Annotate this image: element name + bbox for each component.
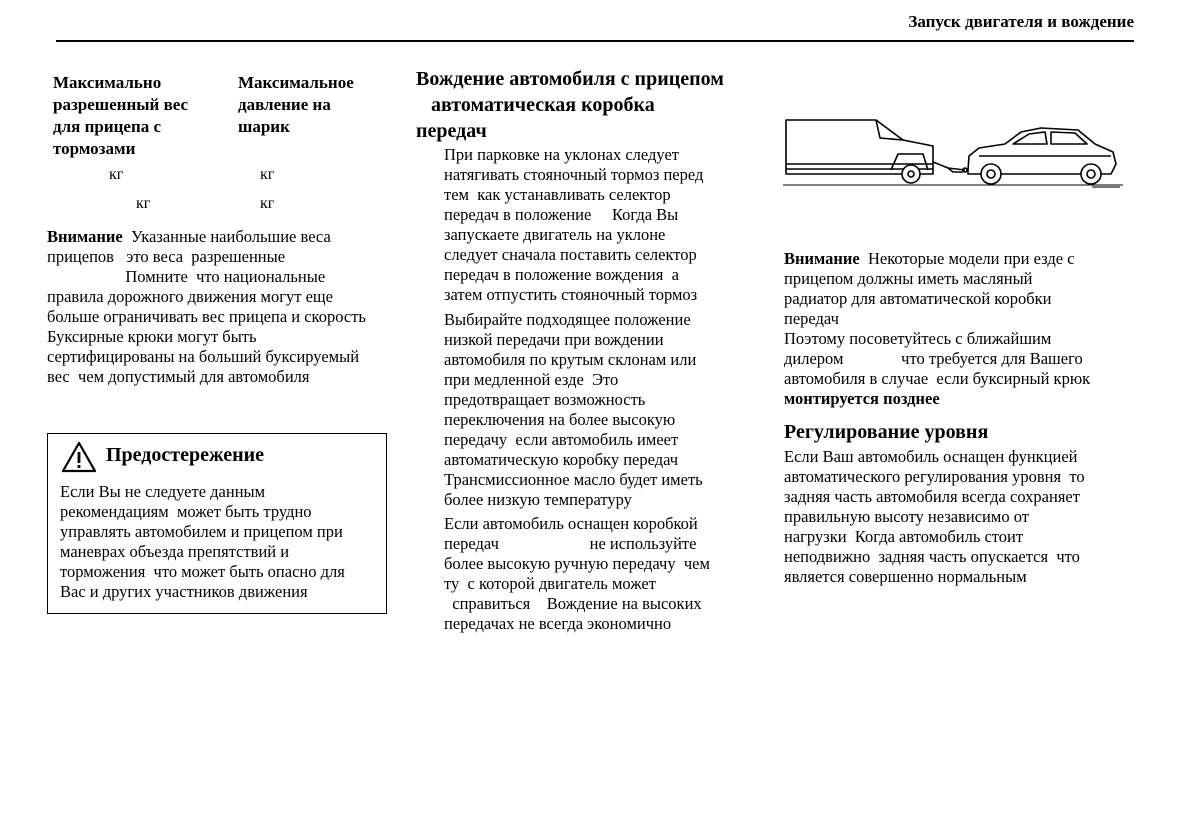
caution-title: Предостережение	[106, 444, 265, 466]
middle-paragraph-3: Если автомобиль оснащен коробкой передач не используйте более высокую ручную передачу чем ту с которой двигатель может справиться Вождение на высоких передачах не всегда экономично	[444, 514, 710, 633]
table-cell: кг	[136, 195, 151, 212]
attention-label: Внимание	[784, 249, 860, 268]
table-col1-header: Максимально разрешенный вес для прицепа с тормозами	[53, 73, 189, 158]
table-col2-header: Максимальное давление на шарик	[238, 73, 354, 136]
warning-triangle-icon	[61, 441, 97, 473]
left-attention-note: Внимание Указанные наибольшие веса прицепов это веса разрешенные Помните что национальные правила дорожного движения могут еще больше ограничивать вес прицепа и скорость Буксирные крюки могут быть сертифицированы на больший буксируемый вес чем допустимый для автомобиля	[47, 227, 366, 386]
attention-label: Внимание	[47, 227, 123, 246]
caution-text: Если Вы не следуете данным рекомендациям может быть трудно управлять автомобилем и прицепом при маневрах объезда препятствий и торможения что может быть опасно для Вас и других участников движения	[60, 482, 345, 601]
section-heading-trailer-automatic: Вождение автомобиля с прицепом автоматическая коробка передач	[416, 68, 724, 142]
middle-paragraph-1: При парковке на уклонах следует натягивать стояночный тормоз перед тем как устанавливать селектор передач в положение Когда Вы запускаете двигатель на уклоне следует сначала поставить селектор передач в положение вождения а затем отпустить стояночный тормоз	[444, 145, 704, 304]
section-heading-level-control: Регулирование уровня	[784, 421, 989, 443]
caution-box	[47, 433, 387, 614]
table-cell: кг	[260, 195, 275, 212]
right-paragraph: Если Ваш автомобиль оснащен функцией автоматического регулирования уровня то задняя часть автомобиля всегда сохраняет правильную высоту независимо от нагрузки Когда автомобиль стоит неподвижно задняя часть опускается что является совершенно нормальным	[784, 447, 1085, 586]
table-cell: кг	[109, 166, 124, 183]
page-header-title: Запуск двигателя и вождение	[908, 12, 1134, 31]
right-attention-note: Внимание Некоторые модели при езде с прицепом должны иметь масляный радиатор для автоматической коробки передач Поэтому посоветуйтесь с ближайшим дилером что требуется для Вашего автомобиля в случае если буксирный крюк монтируется позднее	[784, 249, 1091, 408]
table-cell: кг	[260, 166, 275, 183]
header-rule	[56, 40, 1134, 42]
middle-paragraph-2: Выбирайте подходящее положение низкой передачи при вождении автомобиля по крутым склонам или при медленной езде Это предотвращает возможность переключения на более высокую передачу если автомобиль имеет автоматическую коробку передач Трансмиссионное масло будет иметь более низкую температуру	[444, 310, 703, 509]
car-with-trailer-illustration	[783, 112, 1123, 194]
